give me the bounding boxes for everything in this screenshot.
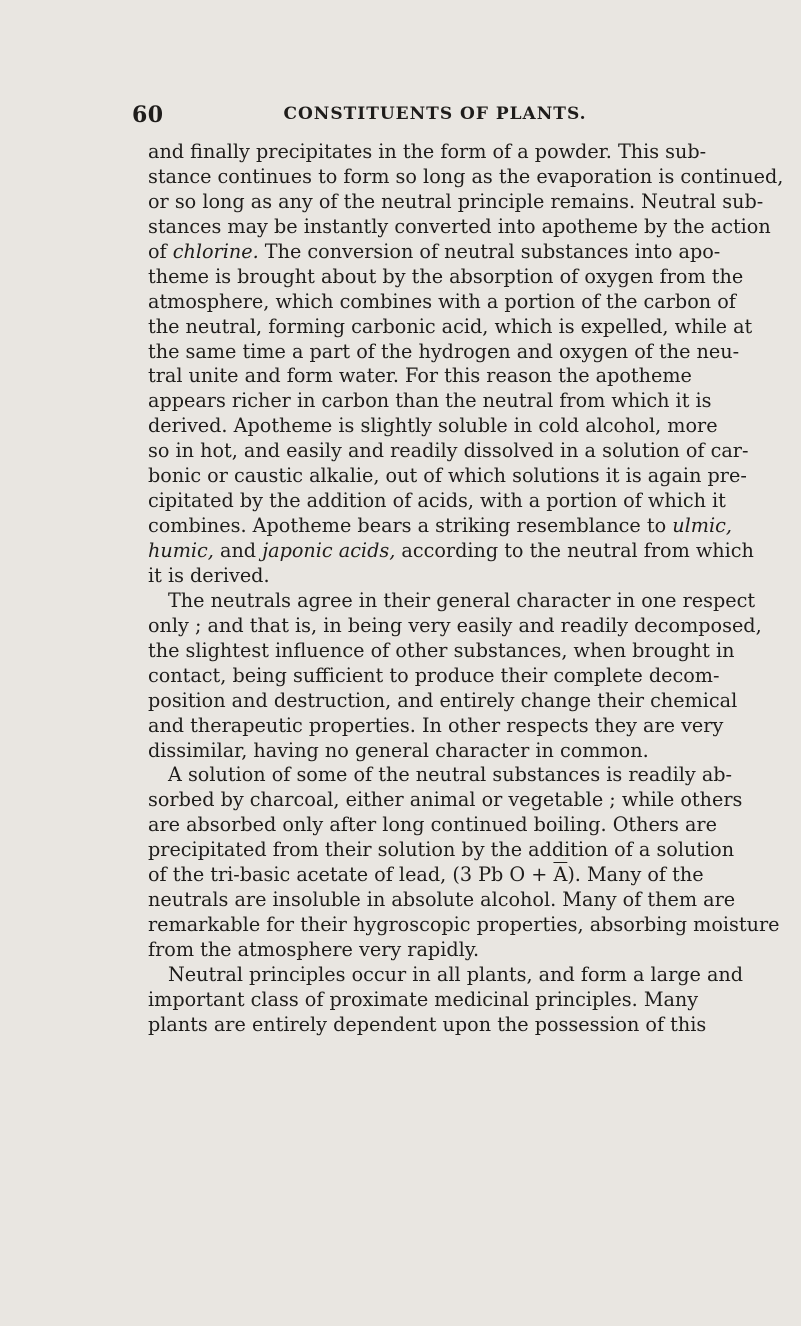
text-line: A solution of some of the neutral substances is readily ab-: [168, 763, 733, 787]
text-line: appears richer in carbon than the neutral from which it is: [148, 389, 712, 413]
text-line: tral unite and form water. For this reason the apotheme: [148, 364, 692, 388]
text-line: sorbed by charcoal, either animal or vegetable ; while others: [148, 788, 743, 812]
text-line: it is derived.: [148, 563, 270, 587]
text-line: The neutrals agree in their general character in one respect: [168, 588, 756, 612]
text-line: the same time a part of the hydrogen and oxygen of the neu-: [148, 339, 740, 363]
text-line: atmosphere, which combines with a portion of the carbon of: [148, 289, 736, 313]
italic-term: chlorine.: [172, 239, 259, 263]
formula-symbol: $\overline{A}$: [553, 863, 568, 887]
text-line: are absorbed only after long continued boiling. Others are: [148, 813, 717, 837]
text-line: cipitated by the addition of acids, with a portion of which it: [148, 489, 726, 513]
text-line: dissimilar, having no general character in common.: [148, 738, 649, 762]
text-line: derived. Apotheme is slightly soluble in cold alcohol, more: [148, 414, 718, 438]
text-line: stances may be instantly converted into apotheme by the action: [148, 214, 771, 238]
text-line: of chlorine. The conversion of neutral substances into apo-: [148, 239, 721, 263]
text-line: precipitated from their solution by the addition of a solution: [148, 838, 735, 862]
text-line: stance continues to form so long as the evaporation is continued,: [148, 164, 784, 188]
italic-term: humic,: [148, 539, 214, 562]
text-line: neutrals are insoluble in absolute alcohol. Many of them are: [148, 888, 736, 912]
running-title: CONSTITUENTS OF PLANTS.: [283, 104, 587, 124]
text-line: and finally precipitates in the form of a powder. This sub-: [148, 140, 707, 163]
text-line: the neutral, forming carbonic acid, which is expelled, while at: [148, 314, 753, 338]
text-line: from the atmosphere very rapidly.: [148, 938, 480, 961]
body-text: [148, 140, 784, 1038]
text-line: and therapeutic properties. In other respects they are very: [148, 713, 724, 737]
text-line: or so long as any of the neutral principle remains. Neutral sub-: [148, 189, 764, 213]
text-line: contact, being sufficient to produce their complete decom-: [148, 663, 720, 687]
text-line: remarkable for their hygroscopic properties, absorbing moisture: [148, 913, 780, 937]
text-line: humic, and japonic acids, according to the neutral from which: [148, 539, 754, 562]
page-number: 60: [132, 102, 164, 128]
italic-term: ulmic,: [672, 514, 732, 538]
text-line: position and destruction, and entirely change their chemical: [148, 688, 738, 712]
text-line: bonic or caustic alkalie, out of which solutions it is again pre-: [148, 464, 747, 488]
text-line: only ; and that is, in being very easily and readily decomposed,: [148, 613, 762, 637]
text-line: Neutral principles occur in all plants, and form a large and: [168, 962, 744, 986]
page-header: [132, 102, 692, 132]
text-line: combines. Apotheme bears a striking resemblance to ulmic,: [148, 514, 732, 538]
text-line: so in hot, and easily and readily dissolved in a solution of car-: [148, 439, 749, 463]
text-line: plants are entirely dependent upon the possession of this: [148, 1012, 707, 1036]
text-line: theme is brought about by the absorption of oxygen from the: [148, 264, 744, 288]
italic-term: japonic acids,: [262, 539, 396, 562]
text-line: of the tri-basic acetate of lead, (3 Pb $O + \overline{A}$). Many of the: [148, 863, 704, 887]
text-line: important class of proximate medicinal principles. Many: [148, 987, 699, 1011]
text-line: the slightest influence of other substances, when brought in: [148, 638, 735, 662]
